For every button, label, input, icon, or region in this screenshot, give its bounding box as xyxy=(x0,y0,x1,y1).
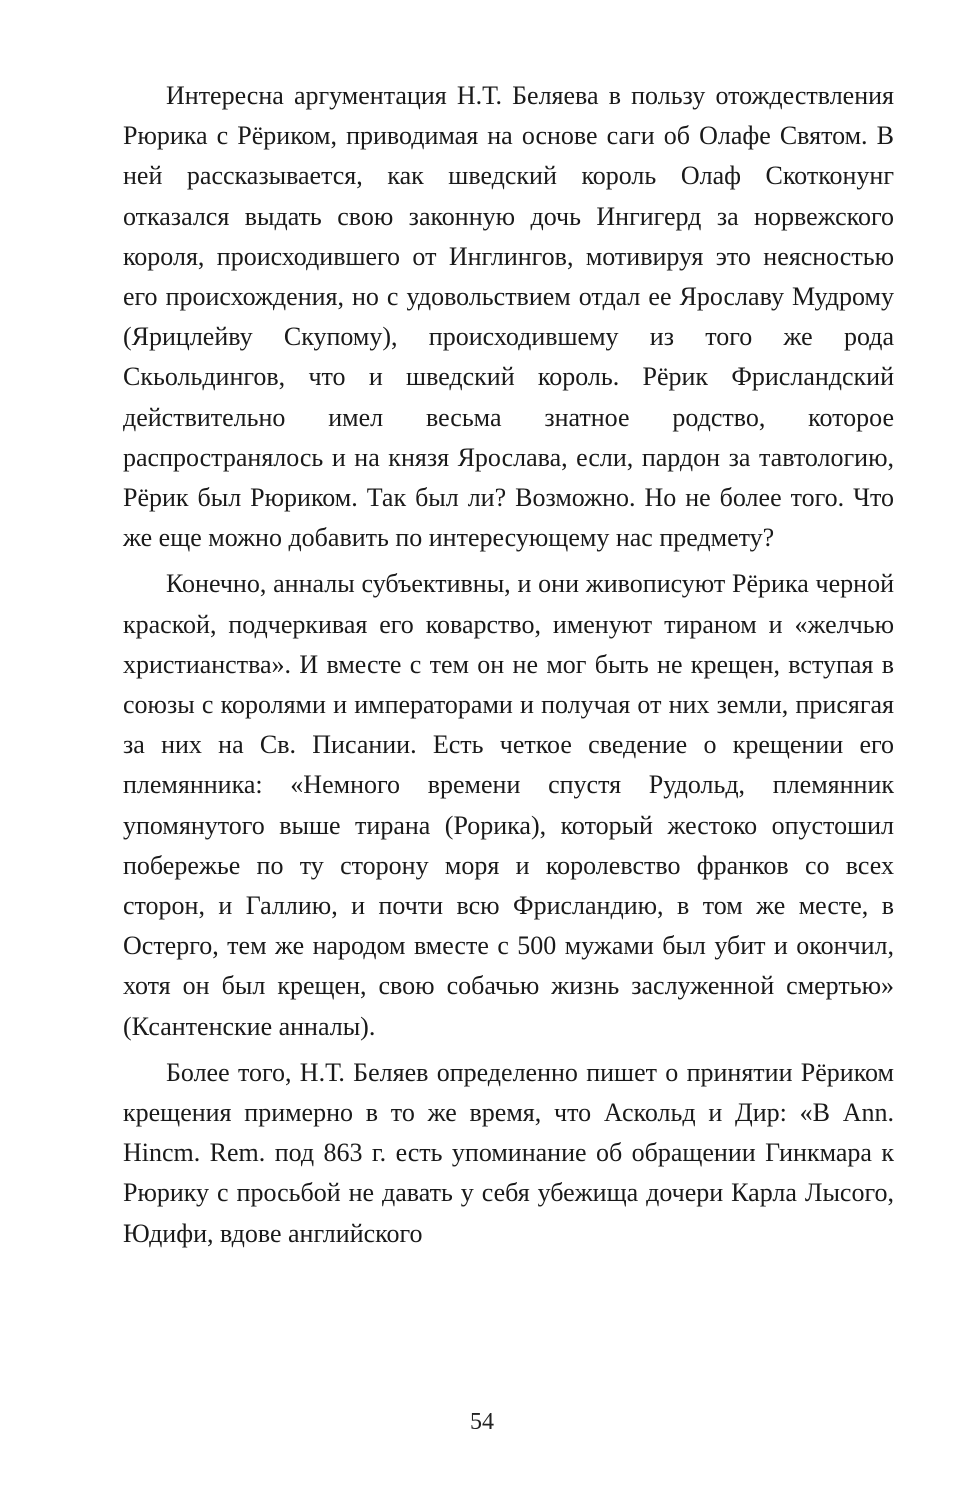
paragraph-2: Конечно, анналы субъективны, и они живописуют Рёрика черной краской, подчеркивая его коварство, именуют тираном и «желчью христианства». И вместе с тем он не мог быть не крещен, вступая в союзы с королями и императорами и получая от них земли, присягая за них на Св. Писании. Есть четкое сведение о крещении его племянника: «Немного времени спустя Рудольд, племянник упомянутого выше тирана (Рорика), который жестоко опустошил побережье по ту сторону моря и королевство франков со всех сторон, и Галлию, и почти всю Фрисландию, в том же месте, в Остерго, тем же народом вместе с 500 мужами был убит и окончил, хотя он был крещен, свою собачью жизнь заслуженной смертью» (Ксантенские анналы). xyxy=(123,569,894,1041)
page-body xyxy=(123,76,894,1254)
paragraph-3: Более того, Н.Т. Беляев определенно пишет о принятии Рёриком крещения примерно в то же время, что Аскольд и Дир: «В Ann. Hincm. Rem. под 863 г. есть упоминание об обращении Гинкмара к Рюрику с просьбой не давать у себя убежища дочери Карла Лысого, Юдифи, вдове английского xyxy=(123,1057,894,1248)
paragraph-1: Интересна аргументация Н.Т. Беляева в пользу отождествления Рюрика с Рёриком, приводимая на основе саги об Олафе Святом. В ней рассказывается, как шведский король Олаф Скотконунг отказался выдать свою законную дочь Ингигерд за норвежского короля, происходившего от Инглингов, мотивируя это неясностью его происхождения, но с удовольствием отдал ее Ярославу Мудрому (Ярицлейву Скупому), происходившему из того же рода Скьольдингов, что и шведский король. Рёрик Фрисландский действительно имел весьма знатное родство, которое распространялось и на князя Ярослава, если, пардон за тавтологию, Рёрик был Рюриком. Так был ли? Возможно. Но не более того. Что же еще можно добавить по интересующему нас предмету? xyxy=(123,81,894,553)
page-number: 54 xyxy=(470,1409,494,1435)
